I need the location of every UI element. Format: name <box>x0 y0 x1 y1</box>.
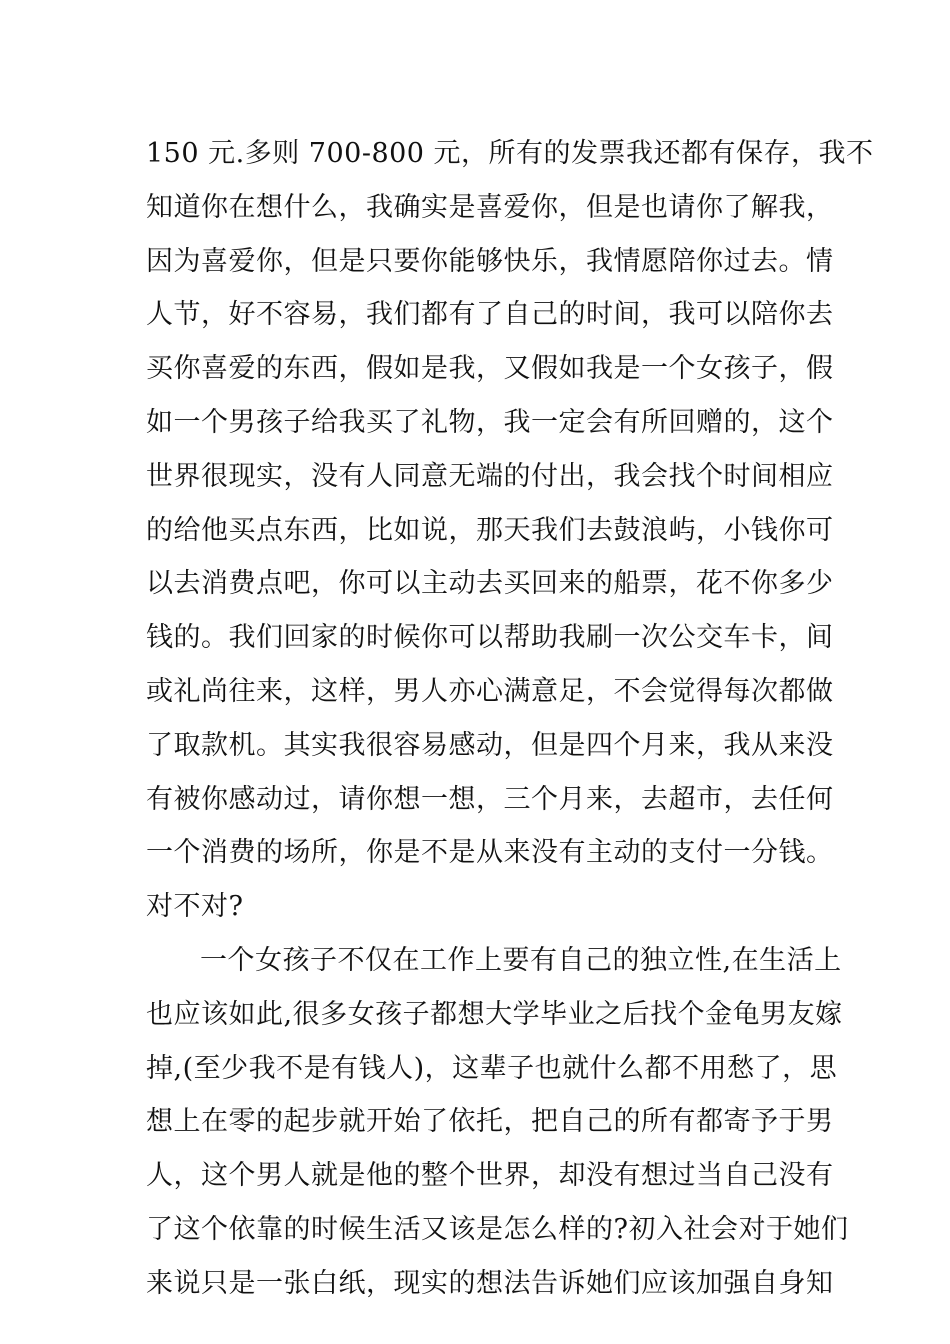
text-line-12: 了取款机。其实我很容易感动，但是四个月来，我从来没 <box>146 729 834 761</box>
text-line-4: 人节，好不容易，我们都有了自己的时间，我可以陪你去 <box>146 299 834 331</box>
text-line-7: 世界很现实，没有人同意无端的付出，我会找个时间相应 <box>146 460 834 492</box>
text-line-8: 的给他买点东西，比如说，那天我们去鼓浪屿，小钱你可 <box>146 514 834 546</box>
text-line-21: 了这个依靠的时候生活又该是怎么样的?初入社会对于她们 <box>146 1213 849 1245</box>
text-line-10: 钱的。我们回家的时候你可以帮助我刷一次公交车卡，间 <box>146 622 834 654</box>
text-line-2: 知道你在想什么，我确实是喜爱你，但是也请你了解我， <box>146 191 834 223</box>
paragraph-start-line: 一个女孩子不仅在工作上要有自己的独立性,在生活上 <box>200 944 842 976</box>
text-line-5: 买你喜爱的东西，假如是我，又假如我是一个女孩子，假 <box>146 353 834 385</box>
text-line-9: 以去消费点吧，你可以主动去买回来的船票，花不你多少 <box>146 568 834 600</box>
text-line-20: 人，这个男人就是他的整个世界，却没有想过当自己没有 <box>146 1160 834 1192</box>
text-line-19: 想上在零的起步就开始了依托，把自己的所有都寄予于男 <box>146 1106 834 1138</box>
body-text <box>146 127 874 1311</box>
text-line-14: 一个消费的场所，你是不是从来没有主动的支付一分钱。 <box>146 837 834 869</box>
text-line-13: 有被你感动过，请你想一想，三个月来，去超市，去任何 <box>146 783 834 815</box>
text-line-17: 也应该如此,很多女孩子都想大学毕业之后找个金龟男友嫁 <box>146 998 843 1030</box>
text-line-1: 150 元.多则 700-800 元，所有的发票我还都有保存，我不 <box>146 138 874 169</box>
text-line-15: 对不对? <box>146 891 244 923</box>
text-line-11: 或礼尚往来，这样，男人亦心满意足，不会觉得每次都做 <box>146 675 834 707</box>
text-line-22: 来说只是一张白纸，现实的想法告诉她们应该加强自身知 <box>146 1267 834 1299</box>
text-line-3: 因为喜爱你，但是只要你能够快乐，我情愿陪你过去。情 <box>146 245 834 277</box>
text-line-18: 掉,(至少我不是有钱人)，这辈子也就什么都不用愁了，思 <box>146 1052 838 1084</box>
text-line-6: 如一个男孩子给我买了礼物，我一定会有所回赠的，这个 <box>146 406 834 438</box>
